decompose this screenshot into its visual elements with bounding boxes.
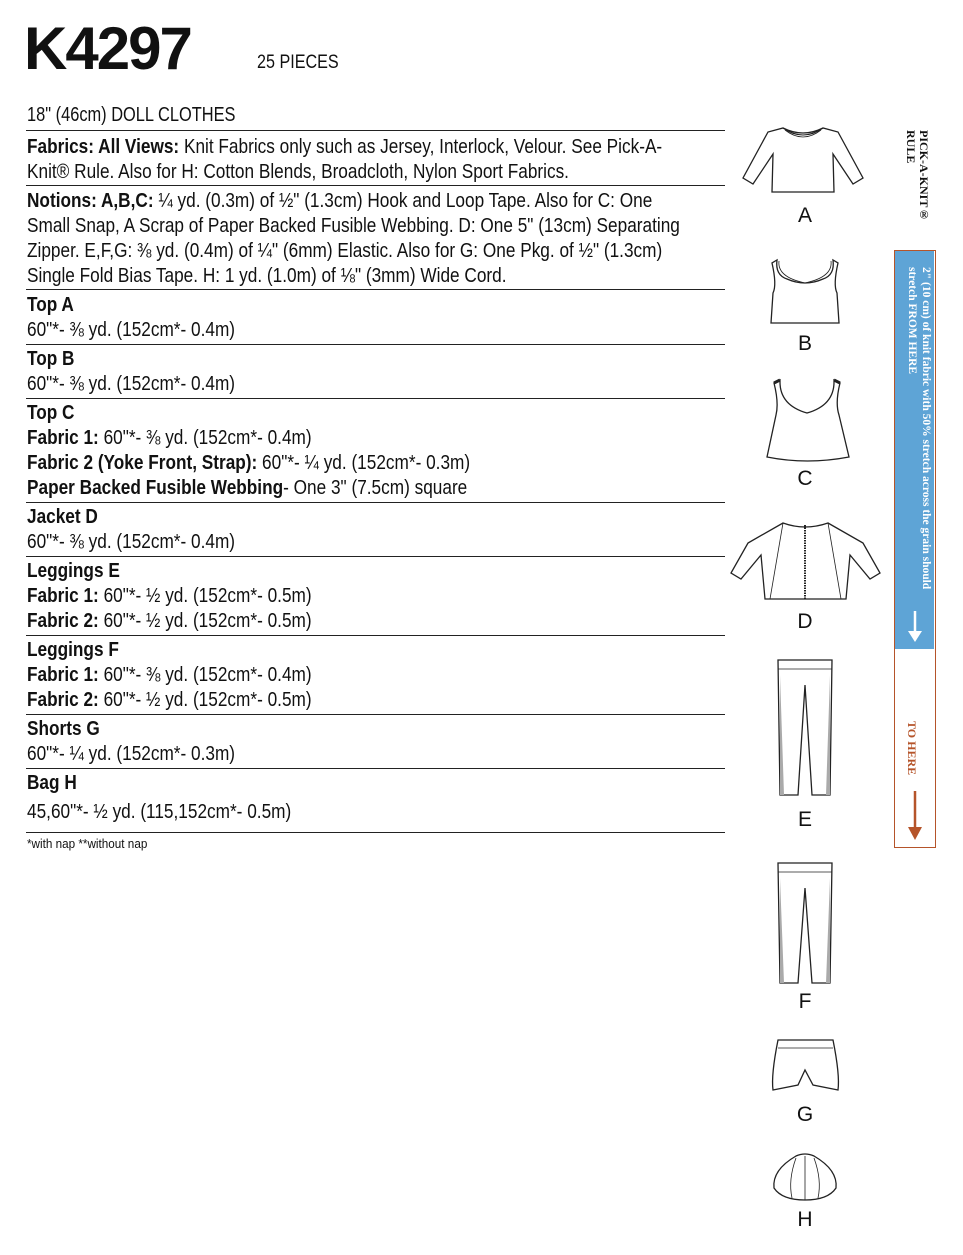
- rule-to-here: TO HERE: [905, 721, 919, 776]
- rule-title: PICK-A-KNIT® RULE: [904, 130, 931, 222]
- view-label: A: [797, 204, 812, 227]
- divider: [26, 130, 725, 131]
- view-label: E: [797, 808, 812, 831]
- yardage-line: Fabric 1: 60"*- ⅜ yd. (152cm*- 0.4m): [27, 663, 312, 686]
- yardage-line: 60"*- ⅜ yd. (152cm*- 0.4m): [27, 318, 236, 341]
- yardage-line: 45,60"*- ½ yd. (115,152cm*- 0.5m): [27, 800, 292, 823]
- yardage-line: Fabric 2: 60"*- ½ yd. (152cm*- 0.5m): [27, 609, 312, 632]
- fabrics-line-1: Fabrics: All Views: Knit Fabrics only such as Jersey, Interlock, Velour. See Pick-A-: [27, 135, 663, 158]
- arrow-down-icon: [906, 791, 924, 841]
- divider: [26, 832, 725, 833]
- pick-a-knit-rule: [894, 250, 936, 848]
- sketch-shorts-g: [768, 1035, 843, 1097]
- view-label: G: [796, 1103, 814, 1126]
- footnote: *with nap **without nap: [27, 836, 148, 851]
- sketch-top-b: [765, 255, 845, 330]
- rule-stretch-zone: [895, 251, 934, 649]
- yardage-line: Paper Backed Fusible Webbing- One 3" (7.5cm) square: [27, 476, 468, 499]
- notions-line-1: Notions: A,B,C: ¼ yd. (0.3m) of ½" (1.3cm) Hook and Loop Tape. Also for C: One: [27, 189, 653, 212]
- yardage-line: Fabric 1: 60"*- ½ yd. (152cm*- 0.5m): [27, 584, 312, 607]
- view-label: B: [797, 332, 812, 355]
- yardage-line: Fabric 2 (Yoke Front, Strap): 60"*- ¼ yd. (152cm*- 0.3m): [27, 451, 471, 474]
- subtitle: 18" (46cm) DOLL CLOTHES: [27, 104, 236, 126]
- yardage-line: Fabric 1: 60"*- ⅜ yd. (152cm*- 0.4m): [27, 426, 312, 449]
- section-heading: Top B: [27, 347, 75, 370]
- sketch-leggings-e: [770, 655, 840, 800]
- sketch-leggings-f: [770, 858, 840, 988]
- section-heading: Shorts G: [27, 717, 100, 740]
- section-heading: Bag H: [27, 771, 77, 794]
- view-label: H: [797, 1208, 813, 1231]
- divider: [26, 502, 725, 503]
- divider: [26, 289, 725, 290]
- sketch-top-c: [765, 375, 850, 465]
- pattern-number: K4297: [24, 15, 191, 82]
- rule-instruction: 2" (10 cm) of knit fabric with 50% stretch across the grain should stretch FROM HERE: [906, 267, 932, 590]
- view-label: D: [797, 610, 813, 633]
- section-heading: Leggings F: [27, 638, 119, 661]
- yardage-line: 60"*- ⅜ yd. (152cm*- 0.4m): [27, 530, 236, 553]
- section-heading: Leggings E: [27, 559, 120, 582]
- section-heading: Top C: [27, 401, 75, 424]
- divider: [26, 556, 725, 557]
- sketch-jacket-d: [728, 515, 883, 605]
- divider: [26, 714, 725, 715]
- fabrics-line-2: Knit® Rule. Also for H: Cotton Blends, Broadcloth, Nylon Sport Fabrics.: [27, 160, 569, 183]
- sketch-bag-h: [768, 1150, 843, 1205]
- notions-line-3: Zipper. E,F,G: ⅜ yd. (0.4m) of ¼" (6mm) Elastic. Also for G: One Pkg. of ½" (1.3cm): [27, 239, 663, 262]
- divider: [26, 344, 725, 345]
- section-heading: Jacket D: [27, 505, 98, 528]
- yardage-line: 60"*- ¼ yd. (152cm*- 0.3m): [27, 742, 236, 765]
- view-label: C: [797, 467, 813, 490]
- divider: [26, 398, 725, 399]
- yardage-line: Fabric 2: 60"*- ½ yd. (152cm*- 0.5m): [27, 688, 312, 711]
- divider: [26, 768, 725, 769]
- divider: [26, 635, 725, 636]
- pieces-count: 25 PIECES: [257, 52, 339, 73]
- view-label: F: [798, 990, 812, 1013]
- sketch-top-a: [738, 120, 868, 200]
- arrow-down-icon: [906, 611, 924, 643]
- section-heading: Top A: [27, 293, 74, 316]
- yardage-line: 60"*- ⅜ yd. (152cm*- 0.4m): [27, 372, 236, 395]
- notions-line-2: Small Snap, A Scrap of Paper Backed Fusible Webbing. D: One 5" (13cm) Separating: [27, 214, 680, 237]
- divider: [26, 185, 725, 186]
- notions-line-4: Single Fold Bias Tape. H: 1 yd. (1.0m) of ⅛" (3mm) Wide Cord.: [27, 264, 507, 287]
